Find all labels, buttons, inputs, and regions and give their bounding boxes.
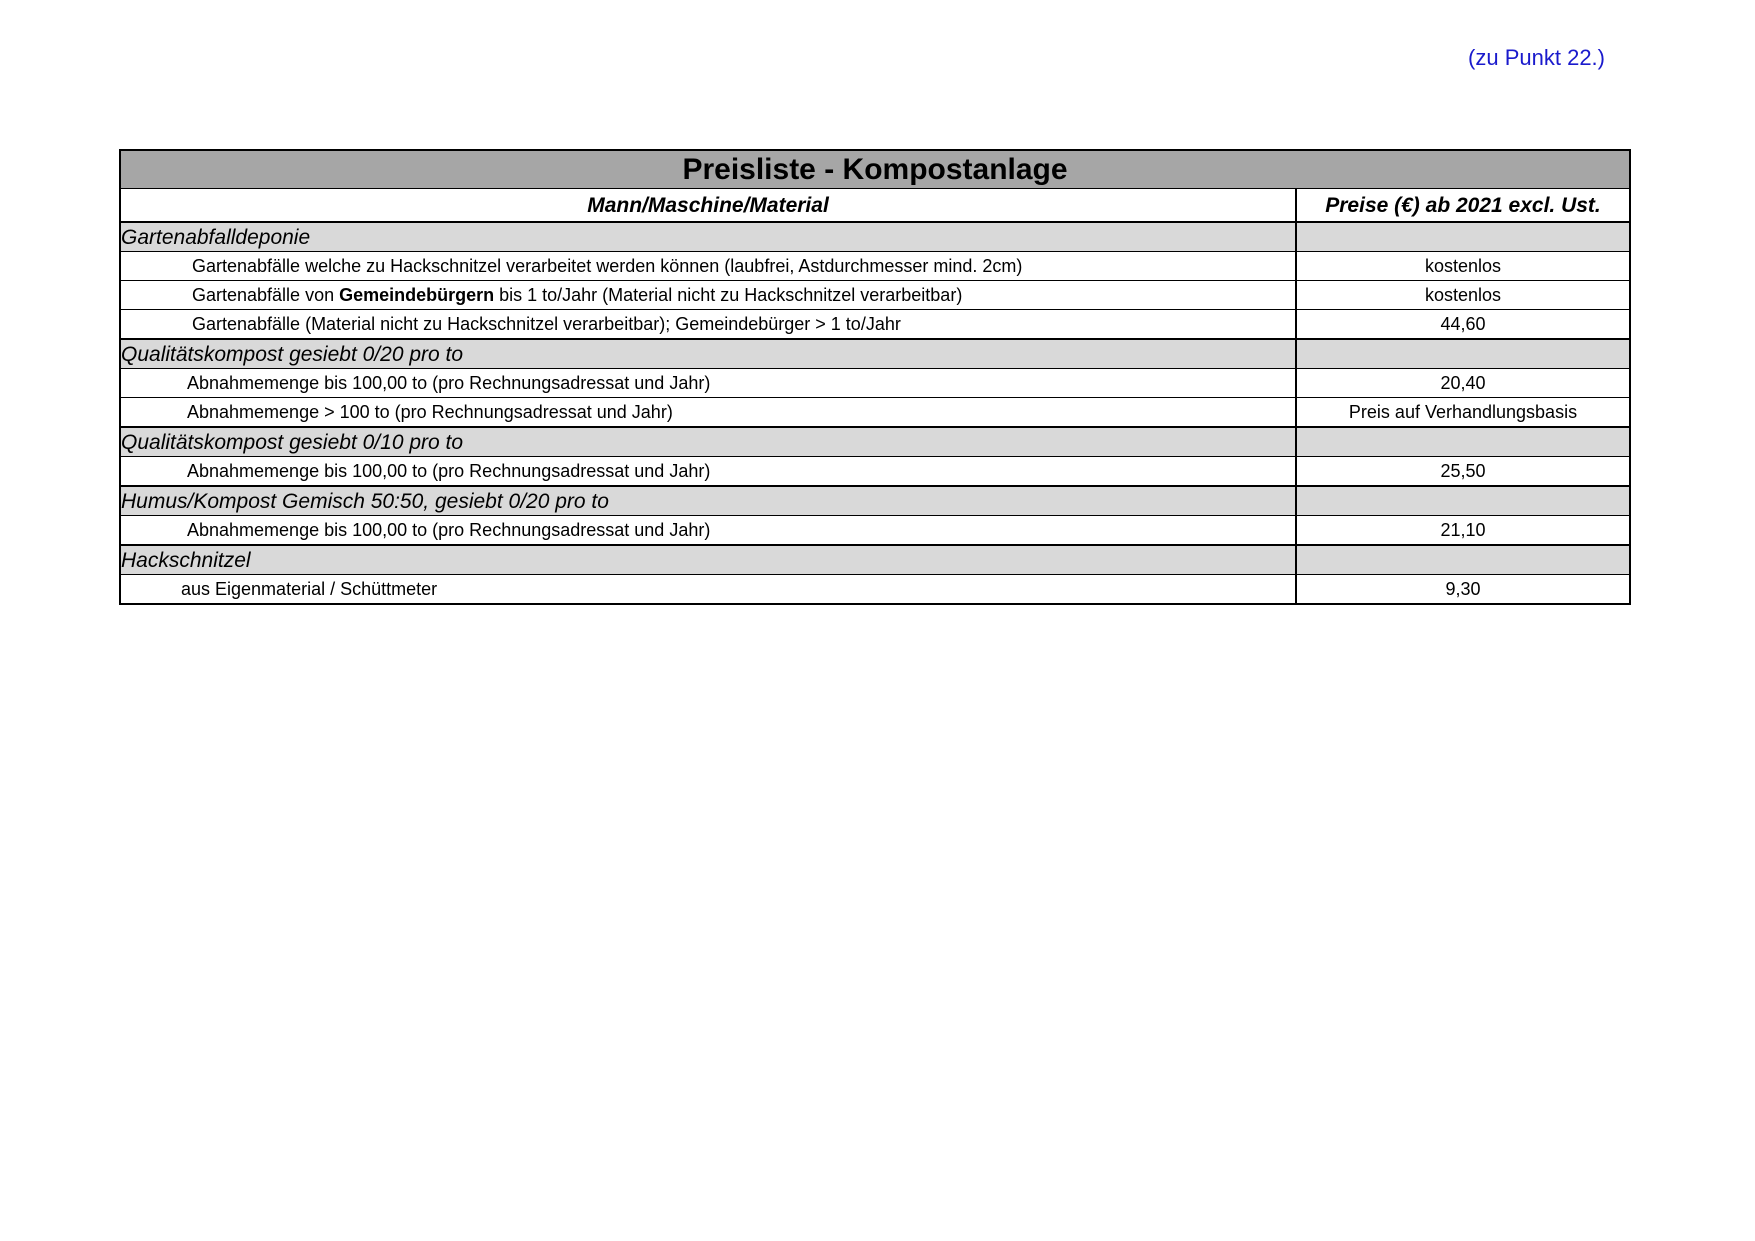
text-part: Gartenabfälle von — [192, 285, 340, 305]
price-list-table — [119, 149, 1631, 605]
item-price: 21,10 — [1296, 516, 1630, 546]
item-description: Gartenabfälle (Material nicht zu Hackschnitzel verarbeitbar); Gemeindebürger > 1 to/Jahr — [120, 310, 1296, 340]
table-title-row — [120, 150, 1630, 189]
column-header-item: Mann/Maschine/Material — [120, 189, 1296, 223]
section-price-empty — [1296, 339, 1630, 369]
reference-note: (zu Punkt 22.) — [1468, 45, 1605, 70]
table-row — [120, 369, 1630, 398]
section-row — [120, 339, 1630, 369]
emphasis-text: Gemeindebürgern — [339, 285, 495, 305]
column-header-price: Preise (€) ab 2021 excl. Ust. — [1296, 189, 1630, 223]
item-description: aus Eigenmaterial / Schüttmeter — [120, 575, 1296, 605]
table-row — [120, 457, 1630, 487]
table-row — [120, 281, 1630, 310]
section-heading: Hackschnitzel — [120, 545, 1296, 575]
item-description: Gartenabfälle welche zu Hackschnitzel verarbeitet werden können (laubfrei, Astdurchmesser mind. 2cm) — [120, 252, 1296, 281]
section-heading: Qualitätskompost gesiebt 0/10 pro to — [120, 427, 1296, 457]
item-price: Preis auf Verhandlungsbasis — [1296, 398, 1630, 428]
section-price-empty — [1296, 222, 1630, 252]
item-description — [120, 281, 1296, 310]
item-description: Abnahmemenge bis 100,00 to (pro Rechnungsadressat und Jahr) — [120, 369, 1296, 398]
section-price-empty — [1296, 486, 1630, 516]
text-part: bis 1 to/Jahr (Material nicht zu Hackschnitzel verarbeitbar) — [494, 285, 963, 305]
section-price-empty — [1296, 427, 1630, 457]
item-price: kostenlos — [1296, 281, 1630, 310]
table-title: Preisliste - Kompostanlage — [120, 150, 1630, 189]
item-price: 44,60 — [1296, 310, 1630, 340]
item-price: 20,40 — [1296, 369, 1630, 398]
table-row — [120, 252, 1630, 281]
section-heading: Qualitätskompost gesiebt 0/20 pro to — [120, 339, 1296, 369]
section-heading: Gartenabfalldeponie — [120, 222, 1296, 252]
section-row — [120, 222, 1630, 252]
section-price-empty — [1296, 545, 1630, 575]
item-price: 9,30 — [1296, 575, 1630, 605]
item-description: Abnahmemenge bis 100,00 to (pro Rechnungsadressat und Jahr) — [120, 457, 1296, 487]
item-price: kostenlos — [1296, 252, 1630, 281]
table-row — [120, 516, 1630, 546]
section-row — [120, 545, 1630, 575]
table-row — [120, 310, 1630, 340]
table-row — [120, 398, 1630, 428]
item-description: Abnahmemenge > 100 to (pro Rechnungsadressat und Jahr) — [120, 398, 1296, 428]
table-header-row — [120, 189, 1630, 223]
section-heading: Humus/Kompost Gemisch 50:50, gesiebt 0/20 pro to — [120, 486, 1296, 516]
item-price: 25,50 — [1296, 457, 1630, 487]
item-description: Abnahmemenge bis 100,00 to (pro Rechnungsadressat und Jahr) — [120, 516, 1296, 546]
section-row — [120, 427, 1630, 457]
table-row — [120, 575, 1630, 605]
section-row — [120, 486, 1630, 516]
